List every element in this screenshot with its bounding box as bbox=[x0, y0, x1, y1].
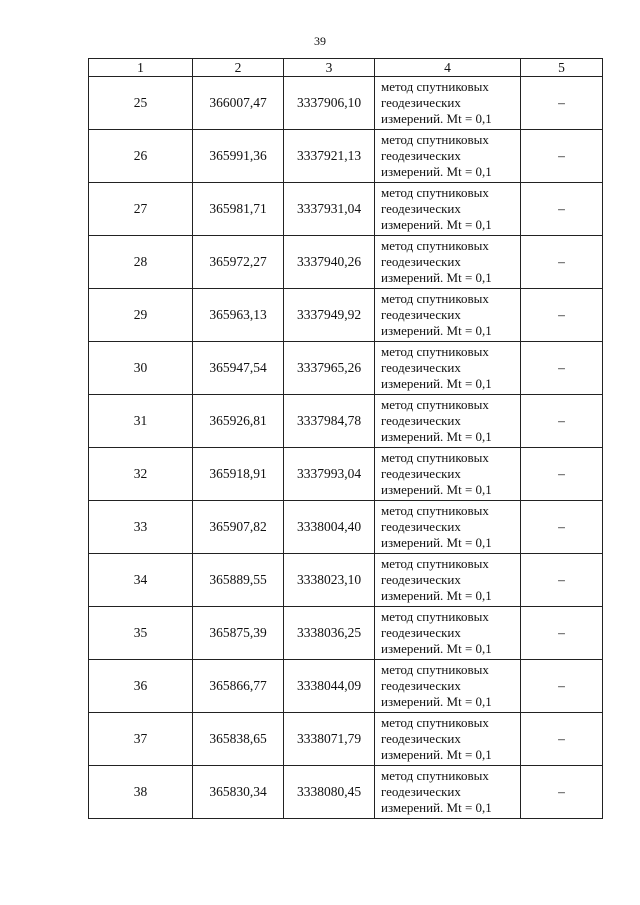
table-row bbox=[89, 289, 603, 342]
x-coordinate-cell: 365972,27 bbox=[193, 236, 284, 289]
note-cell: – bbox=[521, 342, 603, 395]
x-coordinate-cell: 365889,55 bbox=[193, 554, 284, 607]
y-coordinate-cell: 3338023,10 bbox=[284, 554, 375, 607]
method-line: метод спутниковых bbox=[381, 662, 489, 677]
method-line: измерений. Mt = 0,1 bbox=[381, 747, 492, 762]
coordinates-table bbox=[88, 58, 603, 819]
method-line: метод спутниковых bbox=[381, 185, 489, 200]
method-cell bbox=[375, 395, 521, 448]
point-number-cell: 33 bbox=[89, 501, 193, 554]
x-coordinate-cell: 365875,39 bbox=[193, 607, 284, 660]
table-body bbox=[89, 77, 603, 819]
method-line: геодезических bbox=[381, 307, 461, 322]
point-number-cell: 38 bbox=[89, 766, 193, 819]
y-coordinate-cell: 3337906,10 bbox=[284, 77, 375, 130]
note-cell: – bbox=[521, 289, 603, 342]
method-line: геодезических bbox=[381, 201, 461, 216]
method-line: метод спутниковых bbox=[381, 768, 489, 783]
note-cell: – bbox=[521, 448, 603, 501]
method-cell bbox=[375, 342, 521, 395]
method-line: метод спутниковых bbox=[381, 79, 489, 94]
method-line: геодезических bbox=[381, 360, 461, 375]
y-coordinate-cell: 3338036,25 bbox=[284, 607, 375, 660]
method-line: геодезических bbox=[381, 254, 461, 269]
method-line: геодезических bbox=[381, 731, 461, 746]
method-line: измерений. Mt = 0,1 bbox=[381, 588, 492, 603]
x-coordinate-cell: 365947,54 bbox=[193, 342, 284, 395]
x-coordinate-cell: 365866,77 bbox=[193, 660, 284, 713]
header-col-5: 5 bbox=[521, 59, 603, 77]
method-line: метод спутниковых bbox=[381, 344, 489, 359]
x-coordinate-cell: 365918,91 bbox=[193, 448, 284, 501]
y-coordinate-cell: 3337931,04 bbox=[284, 183, 375, 236]
method-cell bbox=[375, 77, 521, 130]
note-cell: – bbox=[521, 660, 603, 713]
x-coordinate-cell: 365963,13 bbox=[193, 289, 284, 342]
method-line: метод спутниковых bbox=[381, 291, 489, 306]
x-coordinate-cell: 365830,34 bbox=[193, 766, 284, 819]
method-line: геодезических bbox=[381, 678, 461, 693]
method-line: измерений. Mt = 0,1 bbox=[381, 323, 492, 338]
x-coordinate-cell: 365907,82 bbox=[193, 501, 284, 554]
method-line: геодезических bbox=[381, 413, 461, 428]
method-line: метод спутниковых bbox=[381, 715, 489, 730]
method-cell bbox=[375, 130, 521, 183]
x-coordinate-cell: 365838,65 bbox=[193, 713, 284, 766]
method-line: метод спутниковых bbox=[381, 556, 489, 571]
header-col-1: 1 bbox=[89, 59, 193, 77]
y-coordinate-cell: 3337984,78 bbox=[284, 395, 375, 448]
header-col-2: 2 bbox=[193, 59, 284, 77]
point-number-cell: 30 bbox=[89, 342, 193, 395]
method-cell bbox=[375, 289, 521, 342]
method-cell bbox=[375, 448, 521, 501]
y-coordinate-cell: 3337965,26 bbox=[284, 342, 375, 395]
method-line: геодезических bbox=[381, 784, 461, 799]
note-cell: – bbox=[521, 713, 603, 766]
y-coordinate-cell: 3338071,79 bbox=[284, 713, 375, 766]
method-line: измерений. Mt = 0,1 bbox=[381, 376, 492, 391]
point-number-cell: 36 bbox=[89, 660, 193, 713]
method-line: измерений. Mt = 0,1 bbox=[381, 800, 492, 815]
method-line: метод спутниковых bbox=[381, 609, 489, 624]
table-row bbox=[89, 395, 603, 448]
table-row bbox=[89, 713, 603, 766]
method-cell bbox=[375, 501, 521, 554]
point-number-cell: 35 bbox=[89, 607, 193, 660]
method-line: измерений. Mt = 0,1 bbox=[381, 270, 492, 285]
method-line: геодезических bbox=[381, 148, 461, 163]
table-row bbox=[89, 130, 603, 183]
method-line: измерений. Mt = 0,1 bbox=[381, 111, 492, 126]
table-row bbox=[89, 448, 603, 501]
method-cell bbox=[375, 766, 521, 819]
method-line: геодезических bbox=[381, 625, 461, 640]
table-header-row bbox=[89, 59, 603, 77]
method-line: измерений. Mt = 0,1 bbox=[381, 482, 492, 497]
header-col-3: 3 bbox=[284, 59, 375, 77]
method-line: метод спутниковых bbox=[381, 397, 489, 412]
table-row bbox=[89, 766, 603, 819]
y-coordinate-cell: 3337949,92 bbox=[284, 289, 375, 342]
table-row bbox=[89, 660, 603, 713]
x-coordinate-cell: 365926,81 bbox=[193, 395, 284, 448]
note-cell: – bbox=[521, 607, 603, 660]
note-cell: – bbox=[521, 77, 603, 130]
table-row bbox=[89, 342, 603, 395]
x-coordinate-cell: 366007,47 bbox=[193, 77, 284, 130]
method-cell bbox=[375, 236, 521, 289]
method-cell bbox=[375, 554, 521, 607]
method-line: метод спутниковых bbox=[381, 450, 489, 465]
table-row bbox=[89, 236, 603, 289]
y-coordinate-cell: 3337993,04 bbox=[284, 448, 375, 501]
method-line: геодезических bbox=[381, 572, 461, 587]
page-number: 39 bbox=[314, 34, 326, 48]
point-number-cell: 28 bbox=[89, 236, 193, 289]
y-coordinate-cell: 3338004,40 bbox=[284, 501, 375, 554]
method-line: измерений. Mt = 0,1 bbox=[381, 164, 492, 179]
method-line: метод спутниковых bbox=[381, 132, 489, 147]
method-cell bbox=[375, 713, 521, 766]
point-number-cell: 25 bbox=[89, 77, 193, 130]
method-line: измерений. Mt = 0,1 bbox=[381, 535, 492, 550]
method-line: метод спутниковых bbox=[381, 238, 489, 253]
point-number-cell: 32 bbox=[89, 448, 193, 501]
y-coordinate-cell: 3337921,13 bbox=[284, 130, 375, 183]
note-cell: – bbox=[521, 501, 603, 554]
note-cell: – bbox=[521, 183, 603, 236]
note-cell: – bbox=[521, 130, 603, 183]
point-number-cell: 29 bbox=[89, 289, 193, 342]
method-cell bbox=[375, 607, 521, 660]
method-cell bbox=[375, 660, 521, 713]
method-line: геодезических bbox=[381, 519, 461, 534]
x-coordinate-cell: 365981,71 bbox=[193, 183, 284, 236]
y-coordinate-cell: 3338080,45 bbox=[284, 766, 375, 819]
table-row bbox=[89, 77, 603, 130]
point-number-cell: 26 bbox=[89, 130, 193, 183]
method-cell bbox=[375, 183, 521, 236]
method-line: геодезических bbox=[381, 466, 461, 481]
method-line: измерений. Mt = 0,1 bbox=[381, 429, 492, 444]
table-row bbox=[89, 183, 603, 236]
header-col-4: 4 bbox=[375, 59, 521, 77]
point-number-cell: 37 bbox=[89, 713, 193, 766]
y-coordinate-cell: 3338044,09 bbox=[284, 660, 375, 713]
method-line: измерений. Mt = 0,1 bbox=[381, 641, 492, 656]
table-row bbox=[89, 554, 603, 607]
y-coordinate-cell: 3337940,26 bbox=[284, 236, 375, 289]
table-row bbox=[89, 607, 603, 660]
table-row bbox=[89, 501, 603, 554]
note-cell: – bbox=[521, 236, 603, 289]
method-line: измерений. Mt = 0,1 bbox=[381, 217, 492, 232]
x-coordinate-cell: 365991,36 bbox=[193, 130, 284, 183]
note-cell: – bbox=[521, 554, 603, 607]
point-number-cell: 34 bbox=[89, 554, 193, 607]
note-cell: – bbox=[521, 766, 603, 819]
point-number-cell: 31 bbox=[89, 395, 193, 448]
method-line: измерений. Mt = 0,1 bbox=[381, 694, 492, 709]
point-number-cell: 27 bbox=[89, 183, 193, 236]
note-cell: – bbox=[521, 395, 603, 448]
method-line: геодезических bbox=[381, 95, 461, 110]
method-line: метод спутниковых bbox=[381, 503, 489, 518]
